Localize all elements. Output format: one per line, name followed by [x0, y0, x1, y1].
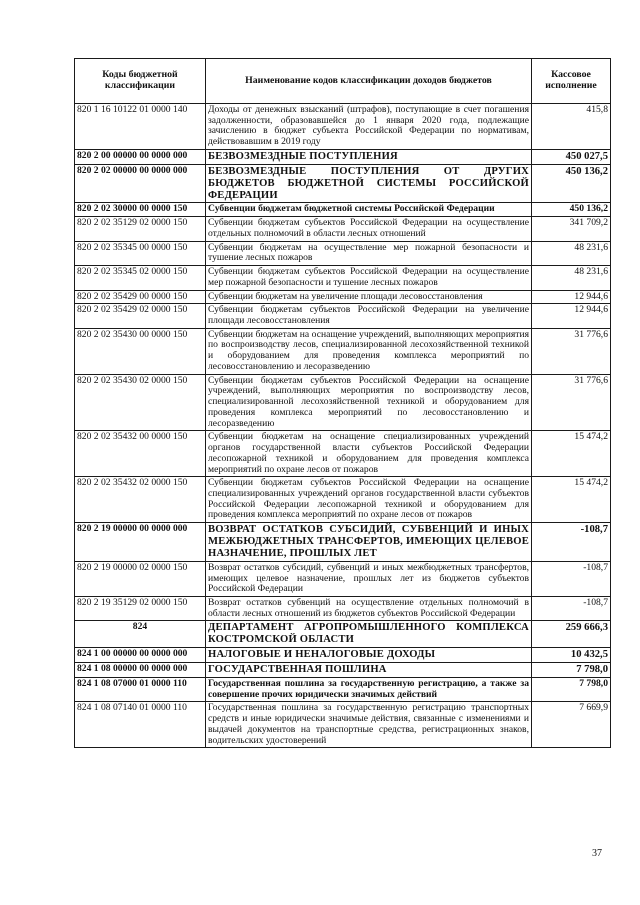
cash-execution-amount: 15 474,2 — [532, 431, 611, 477]
cash-execution-amount: -108,7 — [532, 596, 611, 620]
table-row — [75, 290, 611, 304]
header-name: Наименование кодов классификации доходов бюджетов — [206, 59, 532, 104]
cash-execution-amount: 341 709,2 — [532, 217, 611, 241]
classification-name: Субвенции бюджетам субъектов Российской Федерации на оснащение специализированных учреждений органов государственной власти субъектов Российской Федерации лесопожарной техникой и оборудованием для проведения комплекса мероприятий по охране лесов от пожаров — [206, 477, 532, 523]
classification-code: 820 2 19 00000 02 0000 150 — [75, 561, 206, 596]
classification-code: 824 1 08 07140 01 0000 110 — [75, 702, 206, 748]
classification-code: 824 1 08 00000 00 0000 000 — [75, 663, 206, 678]
table-row — [75, 561, 611, 596]
table-row — [75, 104, 611, 150]
cash-execution-amount: 31 776,6 — [532, 374, 611, 431]
cash-execution-amount: 450 027,5 — [532, 149, 611, 164]
cash-execution-amount: -108,7 — [532, 561, 611, 596]
table-row — [75, 477, 611, 523]
classification-name: ВОЗВРАТ ОСТАТКОВ СУБСИДИЙ, СУБВЕНЦИЙ И ИНЫХ МЕЖБЮДЖЕТНЫХ ТРАНСФЕРТОВ, ИМЕЮЩИХ ЦЕЛЕВОЕ НАЗНАЧЕНИЕ, ПРОШЛЫХ ЛЕТ — [206, 523, 532, 562]
cash-execution-amount: 48 231,6 — [532, 241, 611, 265]
table-row — [75, 596, 611, 620]
cash-execution-amount: 12 944,6 — [532, 304, 611, 328]
table-header-row — [75, 59, 611, 104]
table-row — [75, 203, 611, 217]
cash-execution-amount: -108,7 — [532, 523, 611, 562]
header-codes: Коды бюджетной классификации — [75, 59, 206, 104]
classification-code: 820 2 02 35430 00 0000 150 — [75, 328, 206, 374]
classification-code: 820 2 02 35430 02 0000 150 — [75, 374, 206, 431]
classification-name: Субвенции бюджетам на оснащение учреждений, выполняющих мероприятия по воспроизводству лесов, специализированной лесохозяйственной техникой и оборудованием для проведения комплекса мероприятий по лесовосстановлению и лесоразведению — [206, 328, 532, 374]
cash-execution-amount: 450 136,2 — [532, 203, 611, 217]
classification-name: БЕЗВОЗМЕЗДНЫЕ ПОСТУПЛЕНИЯ ОТ ДРУГИХ БЮДЖЕТОВ БЮДЖЕТНОЙ СИСТЕМЫ РОССИЙСКОЙ ФЕДЕРАЦИИ — [206, 164, 532, 203]
table-row — [75, 328, 611, 374]
classification-name: Субвенции бюджетам на увеличение площади лесовосстановления — [206, 290, 532, 304]
table-row — [75, 663, 611, 678]
cash-execution-amount: 259 666,3 — [532, 621, 611, 648]
cash-execution-amount: 7 669,9 — [532, 702, 611, 748]
page-number: 37 — [592, 848, 602, 859]
table-body — [75, 104, 611, 748]
classification-code: 824 1 00 00000 00 0000 000 — [75, 648, 206, 663]
classification-name: НАЛОГОВЫЕ И НЕНАЛОГОВЫЕ ДОХОДЫ — [206, 648, 532, 663]
classification-name: Возврат остатков субсидий, субвенций и иных межбюджетных трансфертов, имеющих целевое назначение, прошлых лет из бюджетов субъектов Российской Федерации — [206, 561, 532, 596]
classification-name: ДЕПАРТАМЕНТ АГРОПРОМЫШЛЕННОГО КОМПЛЕКСА КОСТРОМСКОЙ ОБЛАСТИ — [206, 621, 532, 648]
cash-execution-amount: 12 944,6 — [532, 290, 611, 304]
table-row — [75, 677, 611, 701]
classification-name: Государственная пошлина за государственную регистрацию, а также за совершение прочих юридически значимых действий — [206, 677, 532, 701]
classification-code: 820 2 00 00000 00 0000 000 — [75, 149, 206, 164]
classification-code: 820 2 02 35129 02 0000 150 — [75, 217, 206, 241]
classification-name: Субвенции бюджетам субъектов Российской Федерации на оснащение учреждений, выполняющих мероприятия по воспроизводству лесов, специализированной лесохозяйственной техникой и оборудованием для проведения комплекса мероприятий по лесовосстановлению и лесоразведению — [206, 374, 532, 431]
table-row — [75, 304, 611, 328]
table-row — [75, 374, 611, 431]
budget-revenue-table — [74, 58, 611, 748]
table-row — [75, 523, 611, 562]
cash-execution-amount: 31 776,6 — [532, 328, 611, 374]
table-row — [75, 702, 611, 748]
classification-name: Субвенции бюджетам на оснащение специализированных учреждений органов государственной власти субъектов Российской Федерации лесопожарной техникой и оборудованием для проведения комплекса мероприятий по охране лесов от пожаров — [206, 431, 532, 477]
classification-code: 820 2 02 35345 02 0000 150 — [75, 266, 206, 290]
classification-name: Субвенции бюджетам бюджетной системы Российской Федерации — [206, 203, 532, 217]
cash-execution-amount: 15 474,2 — [532, 477, 611, 523]
classification-code: 820 2 02 35432 02 0000 150 — [75, 477, 206, 523]
classification-code: 820 2 02 00000 00 0000 000 — [75, 164, 206, 203]
classification-name: Субвенции бюджетам на осуществление мер пожарной безопасности и тушение лесных пожаров — [206, 241, 532, 265]
classification-name: БЕЗВОЗМЕЗДНЫЕ ПОСТУПЛЕНИЯ — [206, 149, 532, 164]
cash-execution-amount: 415,8 — [532, 104, 611, 150]
classification-code: 820 2 19 35129 02 0000 150 — [75, 596, 206, 620]
classification-code: 820 2 02 35429 02 0000 150 — [75, 304, 206, 328]
table-row — [75, 266, 611, 290]
classification-code: 820 1 16 10122 01 0000 140 — [75, 104, 206, 150]
classification-name: Государственная пошлина за государственную регистрацию транспортных средств и иные юридически значимые действия, связанные с изменениями и выдачей документов на транспортные средства, регистрационных знаков, водительских удостоверений — [206, 702, 532, 748]
classification-code: 820 2 02 35429 00 0000 150 — [75, 290, 206, 304]
classification-name: Субвенции бюджетам субъектов Российской Федерации на осуществление мер пожарной безопасности и тушение лесных пожаров — [206, 266, 532, 290]
classification-code: 824 1 08 07000 01 0000 110 — [75, 677, 206, 701]
table-row — [75, 217, 611, 241]
classification-name: Возврат остатков субвенций на осуществление отдельных полномочий в области лесных отношений из бюджетов субъектов Российской Федерации — [206, 596, 532, 620]
classification-code: 824 — [75, 621, 206, 648]
classification-code: 820 2 19 00000 00 0000 000 — [75, 523, 206, 562]
header-amount: Кассовое исполнение — [532, 59, 611, 104]
cash-execution-amount: 7 798,0 — [532, 663, 611, 678]
classification-code: 820 2 02 35432 00 0000 150 — [75, 431, 206, 477]
table-row — [75, 241, 611, 265]
table-row — [75, 621, 611, 648]
cash-execution-amount: 10 432,5 — [532, 648, 611, 663]
classification-code: 820 2 02 35345 00 0000 150 — [75, 241, 206, 265]
classification-name: Субвенции бюджетам субъектов Российской Федерации на увеличение площади лесовосстановления — [206, 304, 532, 328]
table-row — [75, 149, 611, 164]
classification-code: 820 2 02 30000 00 0000 150 — [75, 203, 206, 217]
cash-execution-amount: 7 798,0 — [532, 677, 611, 701]
classification-name: Доходы от денежных взысканий (штрафов), поступающие в счет погашения задолженности, образовавшейся до 1 января 2020 года, подлежащие зачислению в бюджет субъекта Российской Федерации по нормативам, действовавшим в 2019 году — [206, 104, 532, 150]
classification-name: ГОСУДАРСТВЕННАЯ ПОШЛИНА — [206, 663, 532, 678]
table-row — [75, 431, 611, 477]
classification-name: Субвенции бюджетам субъектов Российской Федерации на осуществление отдельных полномочий в области лесных отношений — [206, 217, 532, 241]
table-row — [75, 648, 611, 663]
cash-execution-amount: 48 231,6 — [532, 266, 611, 290]
table-row — [75, 164, 611, 203]
cash-execution-amount: 450 136,2 — [532, 164, 611, 203]
